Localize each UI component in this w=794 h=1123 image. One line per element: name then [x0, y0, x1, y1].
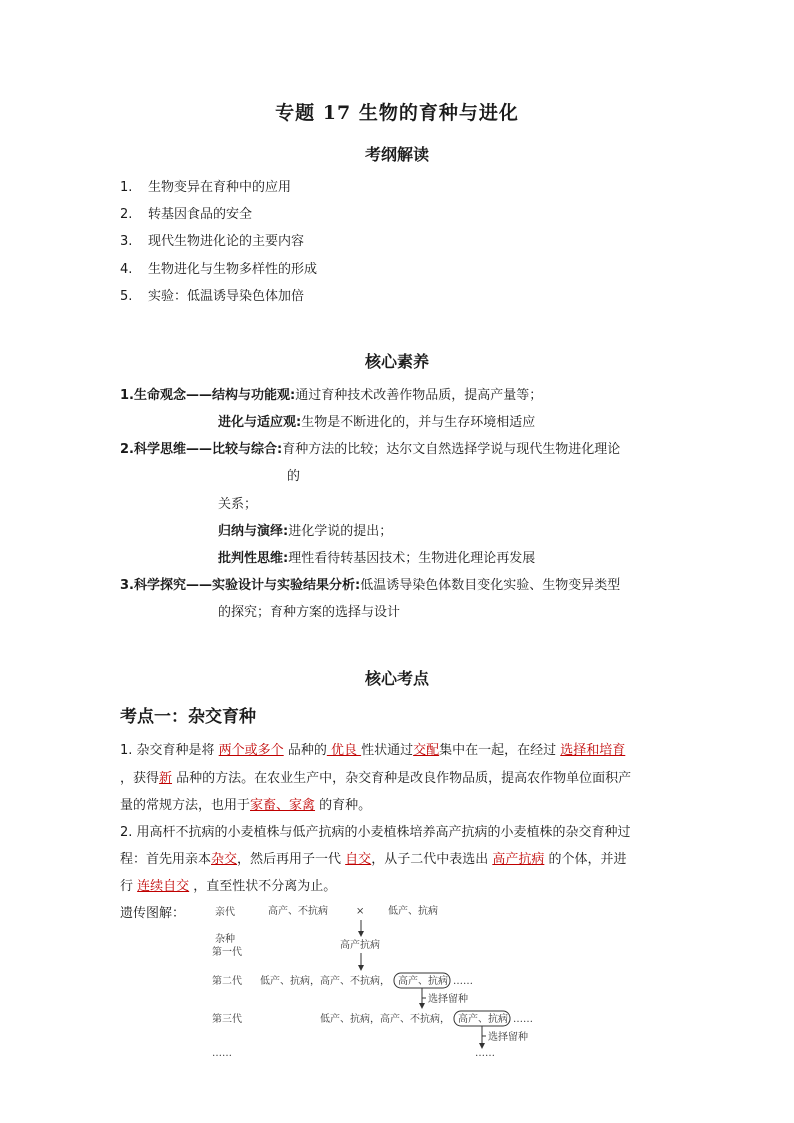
cross-symbol: ×	[356, 906, 365, 917]
f2-selected: 高产、抗病	[398, 976, 448, 987]
paragraph-line: 2. 用高杆不抗病的小麦植株与低产抗病的小麦植株培养高产抗病的小麦植株的杂交育种过	[120, 825, 631, 840]
paragraph-line	[120, 794, 371, 813]
literacy-line	[218, 547, 535, 566]
literacy-line	[218, 520, 392, 539]
literacy-text: 育种方法的比较；达尔文自然选择学说与现代生物进化理论	[282, 442, 621, 457]
literacy-wrap: 的	[287, 469, 301, 484]
literacy-label: 归纳与演绎:	[218, 524, 289, 539]
outline-item-number: 1.	[120, 180, 133, 195]
paragraph-line	[120, 875, 336, 894]
point-title: 考点一：杂交育种	[120, 707, 256, 727]
answer-blank: 两个或多个	[218, 743, 284, 758]
parent-left: 高产、不抗病	[268, 906, 328, 917]
f2-offspring: 低产、抗病，高产、不抗病，	[260, 976, 390, 987]
literacy-line: 关系；	[218, 497, 258, 512]
text-run: 性状通过	[361, 743, 414, 758]
outline-item	[120, 230, 304, 249]
literacy-line	[218, 411, 535, 430]
literacy-label: 批判性思维:	[218, 551, 289, 566]
selection-connector	[422, 988, 426, 998]
literacy-line: 的探究；育种方案的选择与设计	[218, 605, 401, 620]
more-generations-right: ……	[475, 1048, 495, 1059]
text-run: 品种的	[283, 743, 327, 758]
core-heading: 核心考点	[364, 669, 429, 688]
outline-item-number: 5.	[120, 289, 133, 304]
outline-item-text: 现代生物进化论的主要内容	[148, 234, 305, 249]
answer-blank: 高产抗病	[492, 852, 545, 867]
answer-blank: 连续自交	[137, 879, 190, 894]
outline-item	[120, 258, 317, 277]
f1-value: 高产抗病	[340, 940, 380, 951]
text-run: 1. 杂交育种是将	[120, 743, 219, 758]
literacy-text: 通过育种技术改善作物品质，提高产量等；	[295, 388, 543, 403]
outline-item-text: 生物进化与生物多样性的形成	[148, 262, 318, 277]
paragraph-line	[120, 739, 625, 758]
answer-blank: 交配	[413, 743, 440, 758]
f3-ellipsis: ……	[513, 1014, 533, 1025]
paragraph-line	[120, 767, 631, 786]
f3-selected: 高产、抗病	[458, 1014, 508, 1025]
literacy-text: 低温诱导染色体数目变化实验、生物变异类型	[360, 578, 621, 593]
outline-item	[120, 285, 304, 304]
outline-item-text: 转基因食品的安全	[148, 207, 253, 222]
text-run: 的育种。	[315, 798, 372, 813]
outline-heading: 考纲解读	[364, 145, 429, 164]
text-run: 行	[120, 879, 138, 894]
genetic-diagram	[200, 900, 560, 1065]
gen-f3-label: 第三代	[212, 1014, 242, 1025]
answer-blank: 自交	[345, 852, 372, 867]
literacy-label: 2.科学思维——比较与综合:	[120, 442, 283, 457]
literacy-label: 1.生命观念——结构与功能观:	[120, 388, 296, 403]
literacy-line	[120, 438, 620, 457]
outline-item-number: 4.	[120, 262, 133, 277]
literacy-line	[120, 574, 620, 593]
select-label-1: 选择留种	[428, 994, 468, 1005]
outline-item-text: 生物变异在育种中的应用	[148, 180, 292, 195]
text-run: 集中在一起，在经过	[439, 743, 561, 758]
outline-item-number: 3.	[120, 234, 133, 249]
answer-blank: 新	[159, 771, 173, 786]
literacy-text: 理性看待转基因技术；生物进化理论再发展	[288, 551, 536, 566]
gen-parent-label: 亲代	[215, 907, 235, 918]
text-run: ，从子二代中表选出	[371, 852, 493, 867]
literacy-line	[120, 384, 542, 403]
answer-blank: 家畜、家禽	[250, 798, 316, 813]
literacy-text: 进化学说的提出；	[288, 524, 393, 539]
text-run: ，然后再用子一代	[237, 852, 346, 867]
literacy-label: 3.科学探究——实验设计与实验结果分析:	[120, 578, 361, 593]
gen-f2-label: 第二代	[212, 976, 242, 987]
outline-item	[120, 203, 252, 222]
select-label-2: 选择留种	[488, 1032, 528, 1043]
f3-offspring: 低产、抗病，高产、不抗病，	[320, 1014, 450, 1025]
answer-blank: 选择和培育	[560, 743, 626, 758]
selection-connector	[482, 1026, 486, 1036]
parent-right: 低产、抗病	[388, 906, 438, 917]
text-run: ，获得	[120, 771, 160, 786]
outline-item	[120, 176, 291, 195]
literacy-label: 进化与适应观:	[218, 415, 302, 430]
text-run: 程：首先用亲本	[120, 852, 212, 867]
more-generations-left: ……	[212, 1048, 232, 1059]
diagram-label: 遗传图解：	[120, 906, 186, 921]
literacy-text: 生物是不断进化的，并与生存环境相适应	[301, 415, 536, 430]
text-run: 品种的方法。在农业生产中，杂交育种是改良作物品质，提高农作物单位面积产	[172, 771, 632, 786]
f2-ellipsis: ……	[453, 976, 473, 987]
literacy-heading: 核心素养	[364, 352, 429, 371]
paragraph-line	[120, 848, 626, 867]
document-title: 专题 17 生物的育种与进化	[275, 102, 519, 124]
outline-item-text: 实验：低温诱导染色体加倍	[148, 289, 305, 304]
text-run: 的个体，并进	[544, 852, 627, 867]
text-run: ，直至性状不分离为止。	[189, 879, 337, 894]
outline-item-number: 2.	[120, 207, 133, 222]
gen-f1-label-a: 杂种	[215, 934, 235, 945]
text-run: 量的常规方法，也用于	[120, 798, 251, 813]
answer-blank: 杂交	[211, 852, 238, 867]
answer-blank: 优良	[326, 743, 362, 758]
gen-f1-label-b: 第一代	[212, 947, 242, 958]
